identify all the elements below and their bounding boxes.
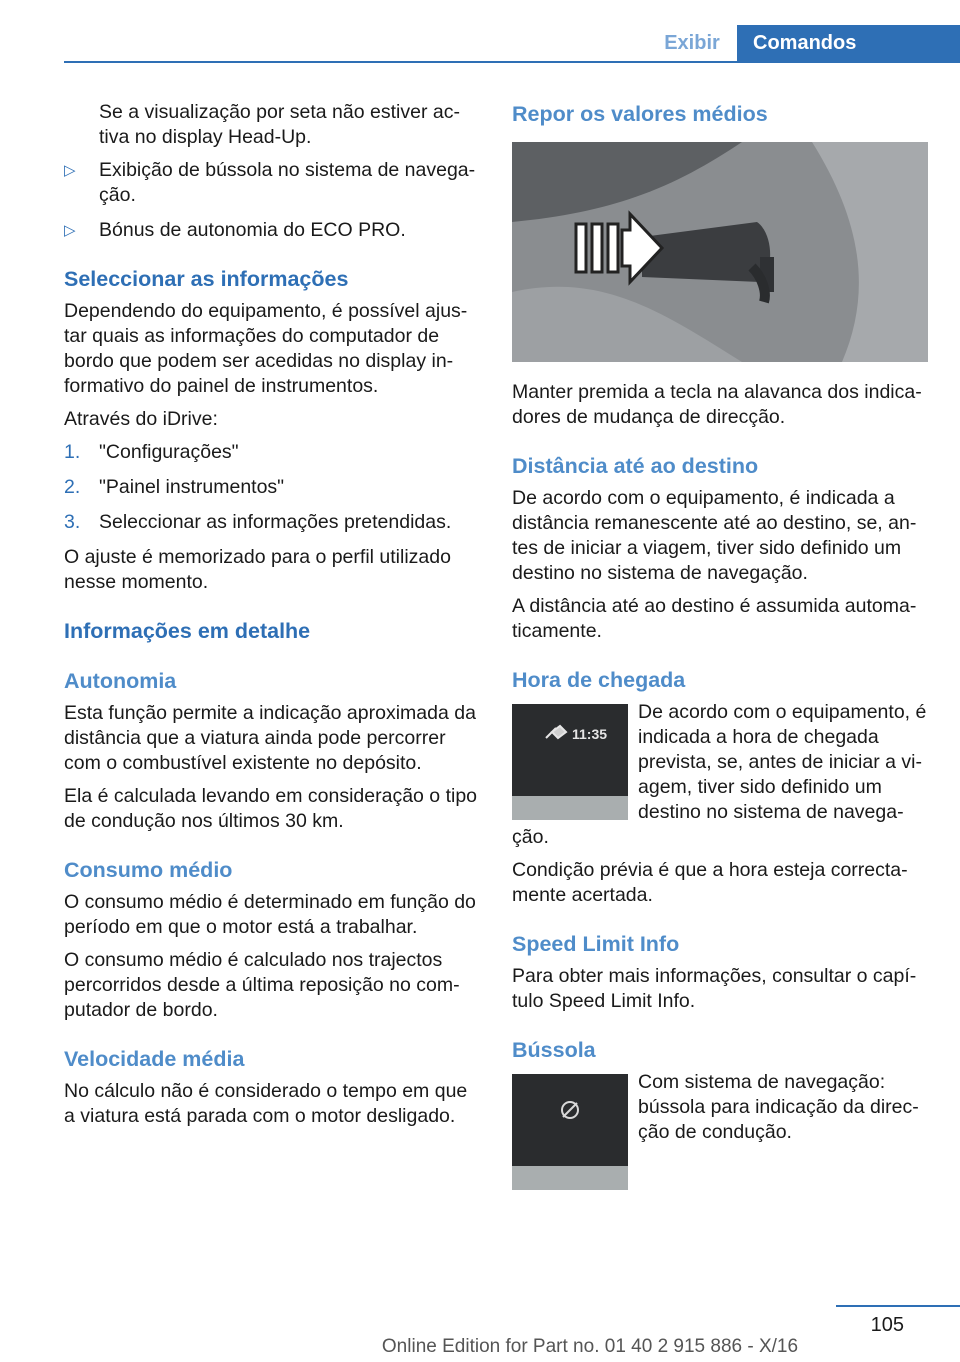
footer-rule [836,1305,960,1307]
footer-edition: Online Edition for Part no. 01 40 2 915 886 - X/16 [381,1336,799,1357]
arrival-time-display [512,704,628,820]
paragraph: O consumo médio é determinado em função do período em que o motor está a trabalhar. [64,891,476,938]
subsection-title-hora: Hora de chegada [512,668,686,692]
subsection-title-consumo: Consumo médio [64,858,233,882]
section-title-seleccionar: Seleccionar as informações [64,267,349,291]
tab-comandos[interactable]: Comandos [737,25,960,63]
paragraph: Esta função permite a indicação aproximada da distância que a viatura ainda pode percorrer com o combustível existente no depósito. [64,702,476,774]
step-item: 2. "Painel instrumentos" [64,476,285,498]
paragraph: Manter premida a tecla na alavanca dos indica-dores de mudança de direcção. [512,381,922,428]
paragraph: De acordo com o equipamento, é indicada a distância remanescente até ao destino, se, an-tes de iniciar a viagem, tiver sido definido um destino no sistema de navegação. [512,487,917,584]
turn-signal-lever-photo [512,142,928,362]
paragraph: O ajuste é memorizado para o perfil utilizado nesse momento. [64,546,451,593]
subsection-title-velocidade: Velocidade média [64,1047,245,1071]
paragraph: Condição prévia é que a hora esteja correcta-mente acertada. [512,859,908,906]
step-item: 3. Seleccionar as informações pretendidas. [64,511,452,533]
paragraph: No cálculo não é considerado o tempo em que a viatura está parada com o motor desligado. [64,1080,468,1127]
subsection-title-repor: Repor os valores médios [512,102,768,126]
list-item: ▷ Exibição de bússola no sistema de navega-ção. [64,159,476,206]
subsection-title-distancia: Distância até ao destino [512,454,759,478]
subsection-title-bussola: Bússola [512,1038,596,1062]
subsection-title-speed: Speed Limit Info [512,932,680,956]
section-title-informacoes: Informações em detalhe [64,619,311,643]
right-column [512,100,928,1194]
page-number: 105 [870,1314,904,1336]
paragraph: O consumo médio é calculado nos trajectos percorridos desde a última reposição no com-putador de bordo. [64,949,460,1021]
intro-text: Se a visualização por seta não estiver ac-tiva no display Head-Up. [99,101,460,148]
paragraph: Ela é calculada levando em consideração o tipo de condução nos últimos 30 km. [64,785,478,832]
paragraph: Dependendo do equipamento, é possível ajus-tar quais as informações do computador de bordo que podem ser acedidas no display in-formativo do painel de instrumentos. [64,300,468,397]
arrival-time-value: 11:35 [572,726,608,742]
compass-display [512,1074,628,1190]
subsection-title-autonomia: Autonomia [64,669,177,693]
paragraph: De acordo com o equipamento, é indicada a hora de chegada prevista, se, antes de iniciar a vi-agem, tiver sido definido um destino no sistema de navega-ção. [512,701,927,848]
step-item: 1. "Configurações" [64,441,239,463]
paragraph: A distância até ao destino é assumida automa-ticamente. [512,595,917,642]
left-column [64,100,480,1137]
paragraph: Para obter mais informações, consultar o capí-tulo Speed Limit Info. [512,965,917,1012]
paragraph: Através do iDrive: [64,408,218,430]
paragraph: Com sistema de navegação: bússola para indicação da direc-ção de condução. [638,1071,919,1143]
triangle-bullet-icon: ▷ [64,162,76,179]
tab-exibir[interactable]: Exibir [664,32,720,54]
list-item: ▷ Bónus de autonomia do ECO PRO. [64,219,406,241]
triangle-bullet-icon: ▷ [64,222,76,239]
